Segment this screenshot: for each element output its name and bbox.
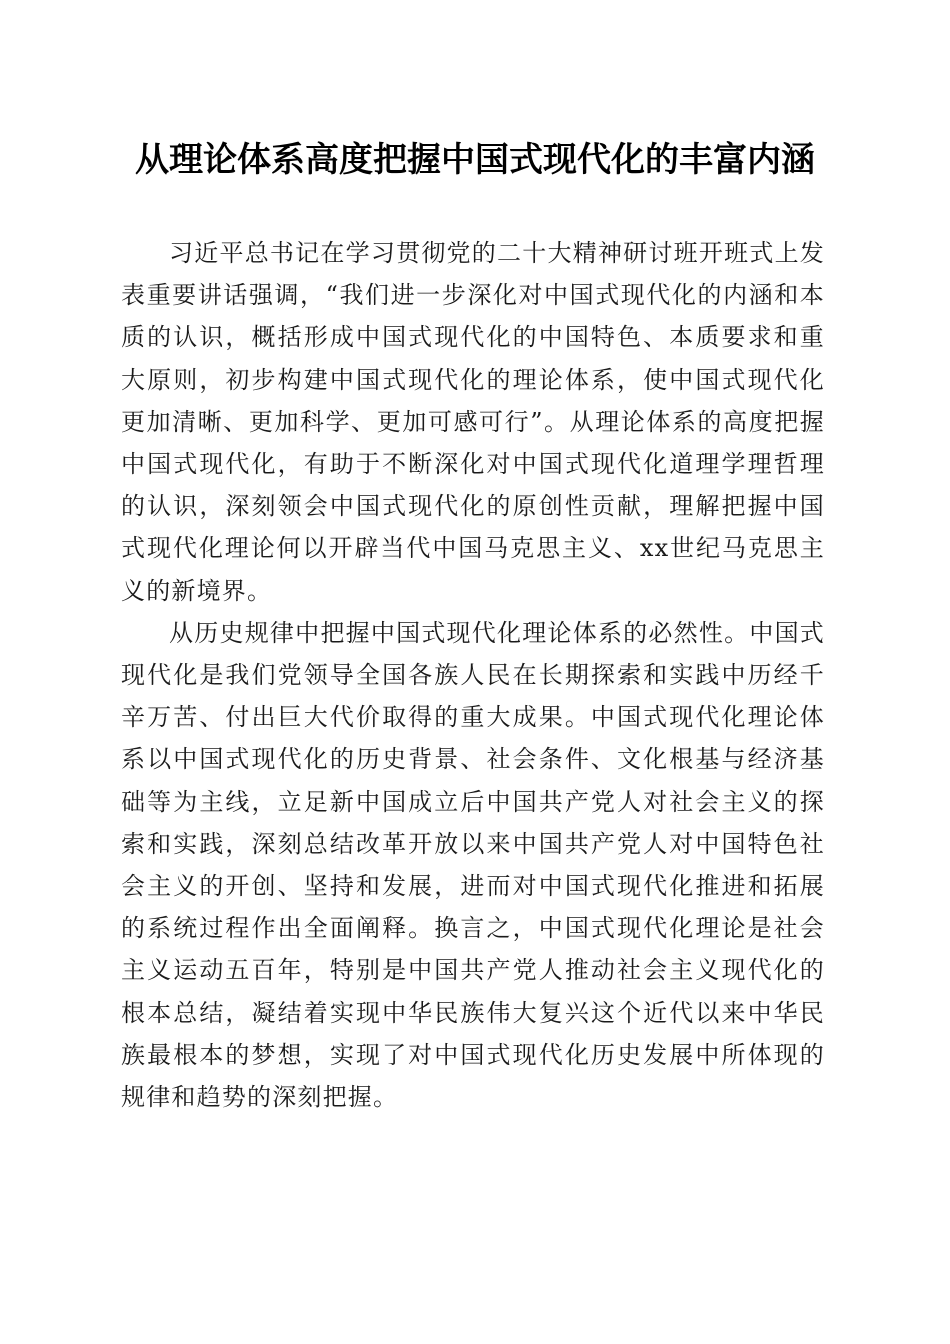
document-body — [121, 232, 825, 1118]
paragraph-1: 习近平总书记在学习贯彻党的二十大精神研讨班开班式上发表重要讲话强调，“我们进一步深化对中国式现代化的内涵和本质的认识，概括形成中国式现代化的中国特色、本质要求和重大原则，初步构建中国式现代化的理论体系，使中国式现代化更加清晰、更加科学、更加可感可行”。从理论体系的高度把握中国式现代化，有助于不断深化对中国式现代化道理学理哲理的认识，深刻领会中国式现代化的原创性贡献，理解把握中国式现代化理论何以开辟当代中国马克思主义、xx世纪马克思主义的新境界。 — [121, 239, 825, 605]
document-title: 从理论体系高度把握中国式现代化的丰富内涵 — [135, 140, 815, 180]
paragraph-2: 从历史规律中把握中国式现代化理论体系的必然性。中国式现代化是我们党领导全国各族人民在长期探索和实践中历经千辛万苦、付出巨大代价取得的重大成果。中国式现代化理论体系以中国式现代化的历史背景、社会条件、文化根基与经济基础等为主线，立足新中国成立后中国共产党人对社会主义的探索和实践，深刻总结改革开放以来中国共产党人对中国特色社会主义的开创、坚持和发展，进而对中国式现代化推进和拓展的系统过程作出全面阐释。换言之，中国式现代化理论是社会主义运动五百年，特别是中国共产党人推动社会主义现代化的根本总结，凝结着实现中华民族伟大复兴这个近代以来中华民族最根本的梦想，实现了对中国式现代化历史发展中所体现的规律和趋势的深刻把握。 — [121, 618, 825, 1112]
